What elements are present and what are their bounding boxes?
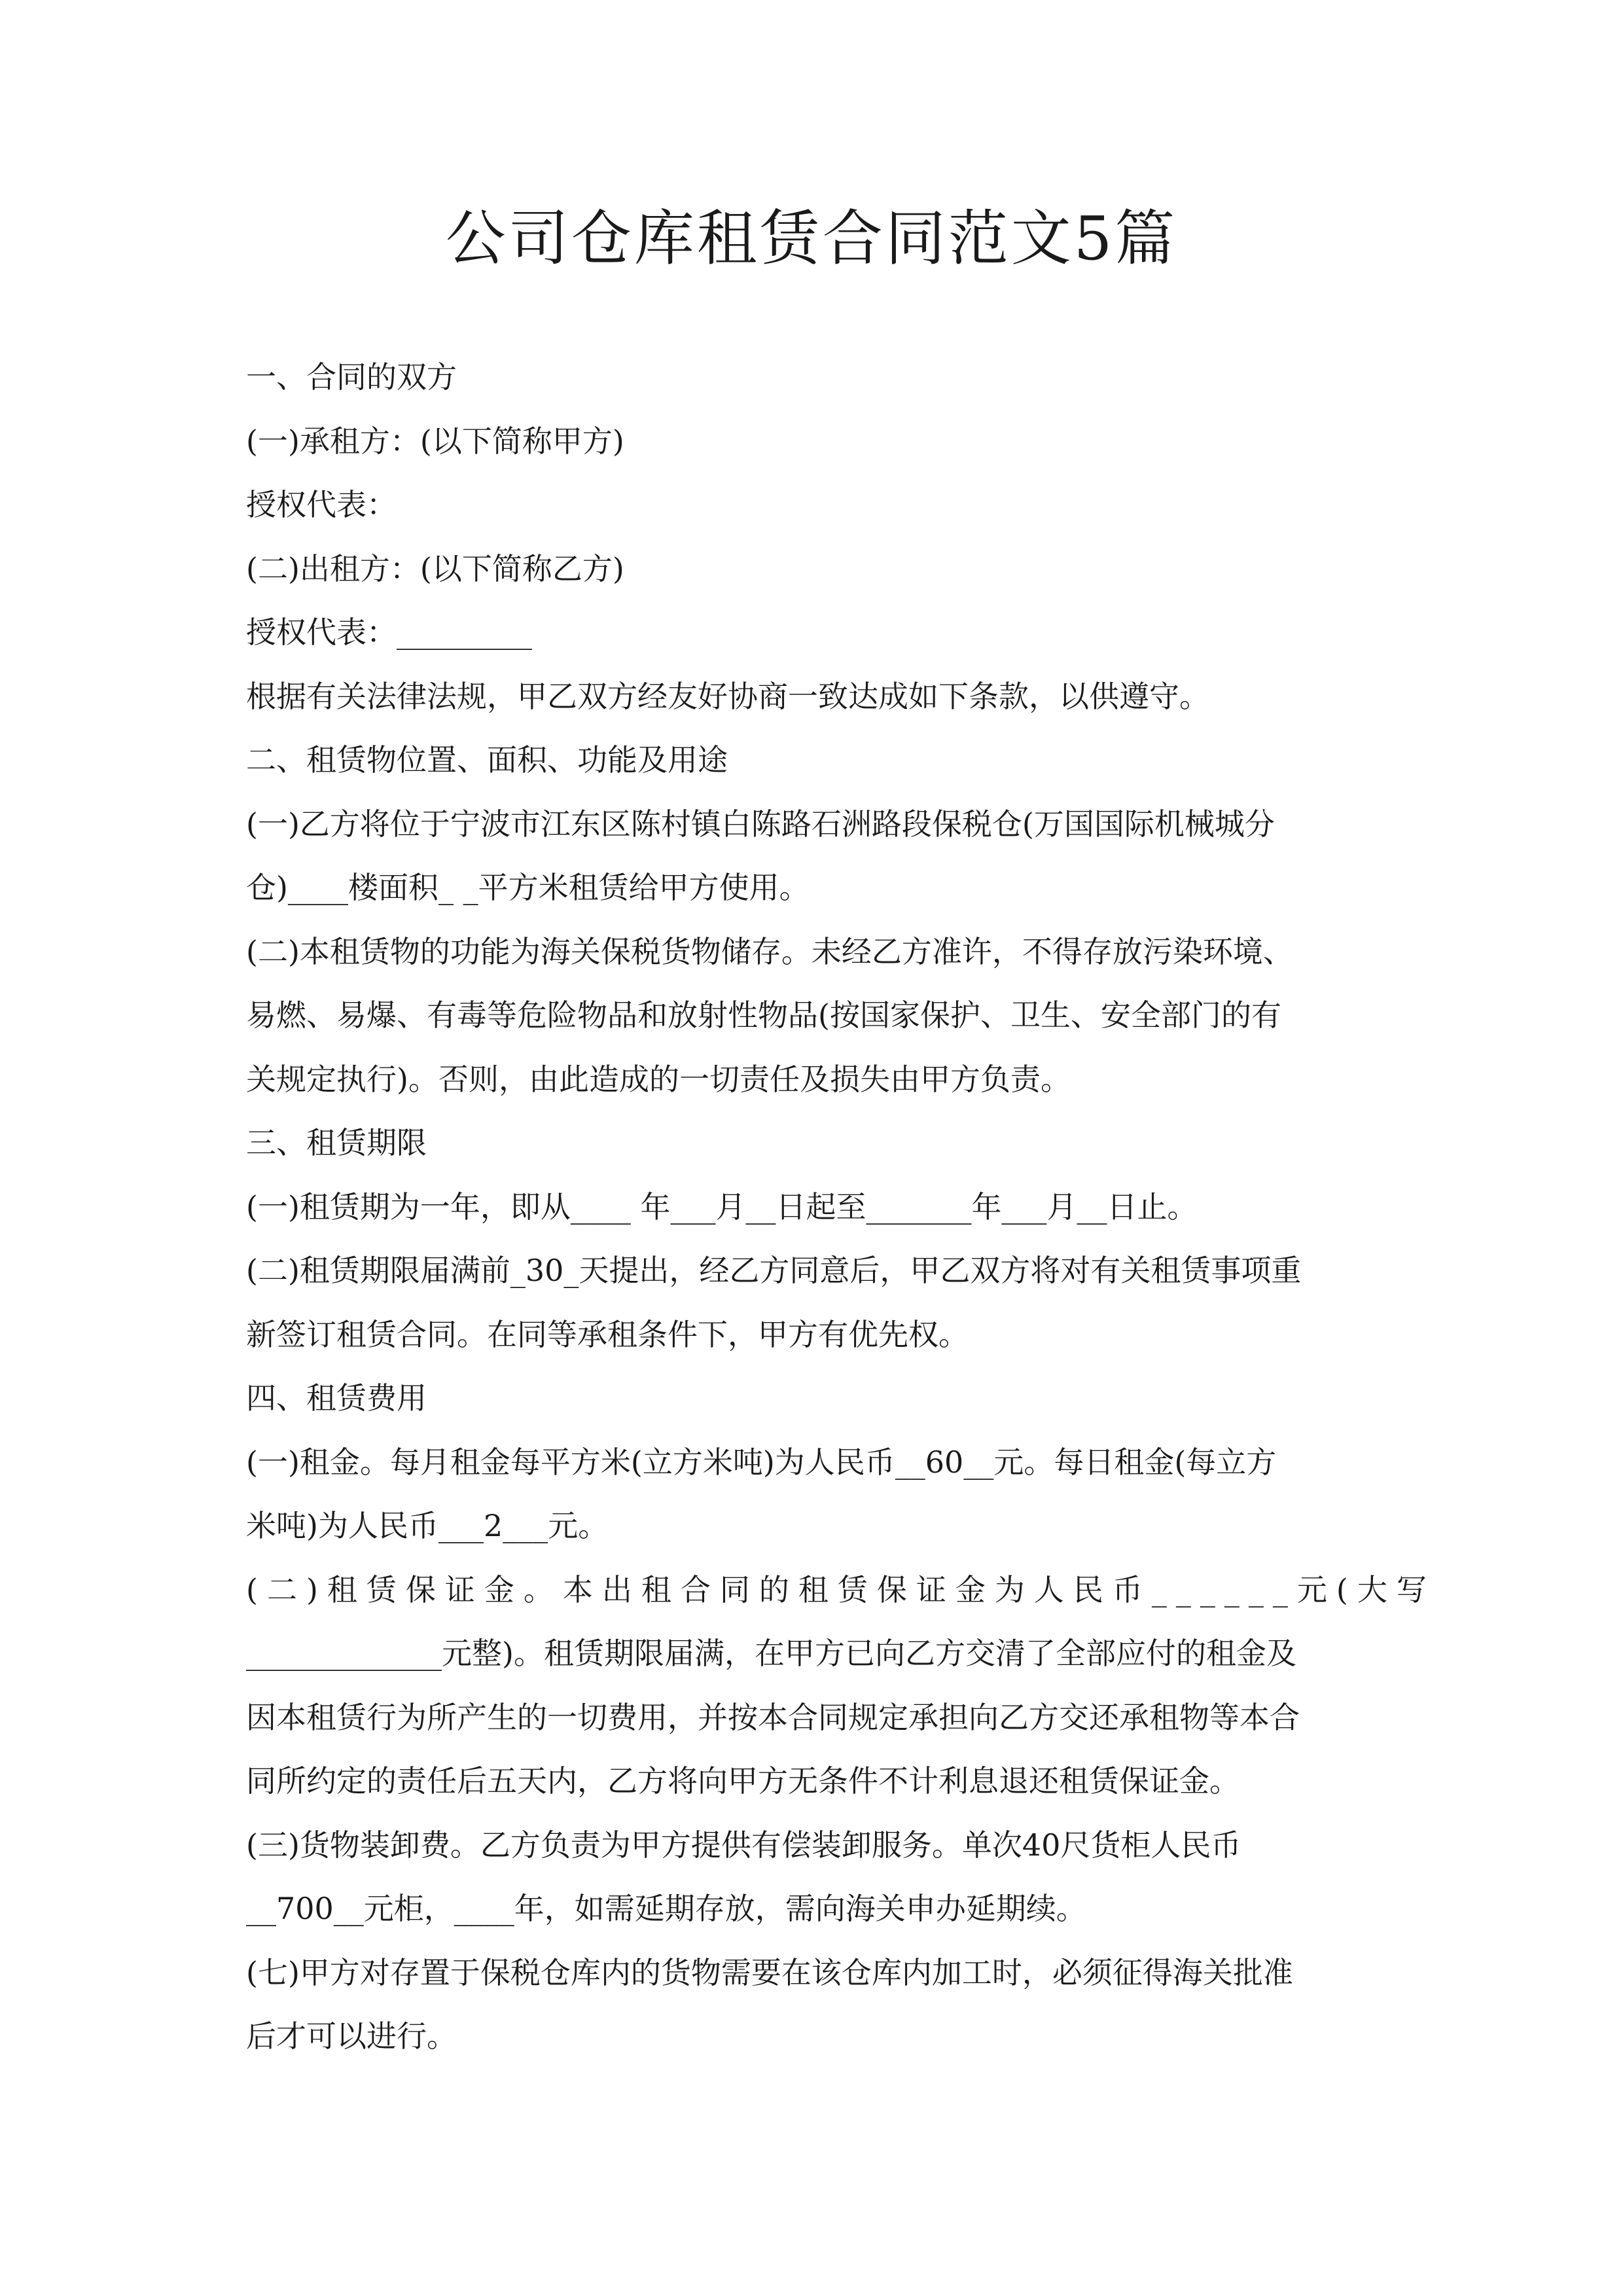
paragraph-line: 授权代表：: [246, 487, 397, 522]
paragraph-line: 同所约定的责任后五天内，乙方将向甲方无条件不计利息退还租赁保证金。: [246, 1763, 1240, 1799]
paragraph-line: (二)租赁期限届满前_30_天提出，经乙方同意后，甲乙双方将对有关租赁事项重: [246, 1253, 1302, 1288]
paragraph-line: (二)租赁保证金。本出租合同的租赁保证金为人民币______元(大写: [246, 1571, 1436, 1607]
document-body: [246, 346, 1436, 2069]
paragraph-line: 新签订租赁合同。在同等承租条件下，甲方有优先权。: [246, 1316, 969, 1352]
paragraph-line: (一)租赁期为一年，即从____ 年___月__日起至_______年___月__日止。: [246, 1189, 1198, 1225]
paragraph-line: 米吨)为人民币___2___元。: [246, 1508, 609, 1543]
section-heading: 四、租赁费用: [246, 1380, 427, 1416]
paragraph-line: 授权代表：_________: [246, 615, 532, 650]
paragraph-line: (七)甲方对存置于保税仓库内的货物需要在该仓库内加工时，必须征得海关批准: [246, 1954, 1293, 1990]
paragraph-line: 关规定执行)。否则，由此造成的一切责任及损失由甲方负责。: [246, 1061, 1071, 1097]
paragraph-line: (一)乙方将位于宁波市江东区陈村镇白陈路石洲路段保税仓(万国国际机械城分: [246, 806, 1275, 842]
paragraph-line: (一)租金。每月租金每平方米(立方米吨)为人民币__60__元。每日租金(每立方: [246, 1444, 1277, 1480]
paragraph-line: _____________元整)。租赁期限届满，在甲方已向乙方交清了全部应付的租金及: [246, 1636, 1296, 1671]
paragraph-line: 后才可以进行。: [246, 2018, 457, 2054]
section-heading: 三、租赁期限: [246, 1125, 427, 1160]
paragraph-line: (一)承租方：(以下简称甲方): [246, 423, 624, 459]
paragraph-line: __700__元柜，____年，如需延期存放，需向海关申办延期续。: [246, 1891, 1086, 1926]
section-heading: 二、租赁物位置、面积、功能及用途: [246, 742, 728, 778]
paragraph-line: (二)本租赁物的功能为海关保税货物储存。未经乙方准许，不得存放污染环境、: [246, 933, 1293, 969]
section-heading: 一、合同的双方: [246, 359, 457, 395]
paragraph-line: (三)货物装卸费。乙方负责为甲方提供有偿装卸服务。单次40尺货柜人民币: [246, 1827, 1241, 1863]
paragraph-line: 根据有关法律法规，甲乙双方经友好协商一致达成如下条款，以供遵守。: [246, 678, 1209, 714]
paragraph-line: 仓)____楼面积_ _平方米租赁给甲方使用。: [246, 870, 810, 905]
paragraph-line: 因本租赁行为所产生的一切费用，并按本合同规定承担向乙方交还承租物等本合: [246, 1699, 1300, 1735]
paragraph-line: 易燃、易爆、有毒等危险物品和放射性物品(按国家保护、卫生、安全部门的有: [246, 997, 1281, 1033]
paragraph-line: (二)出租方：(以下简称乙方): [246, 550, 624, 586]
document-title: 公司仓库租赁合同范文5篇: [445, 204, 1178, 274]
